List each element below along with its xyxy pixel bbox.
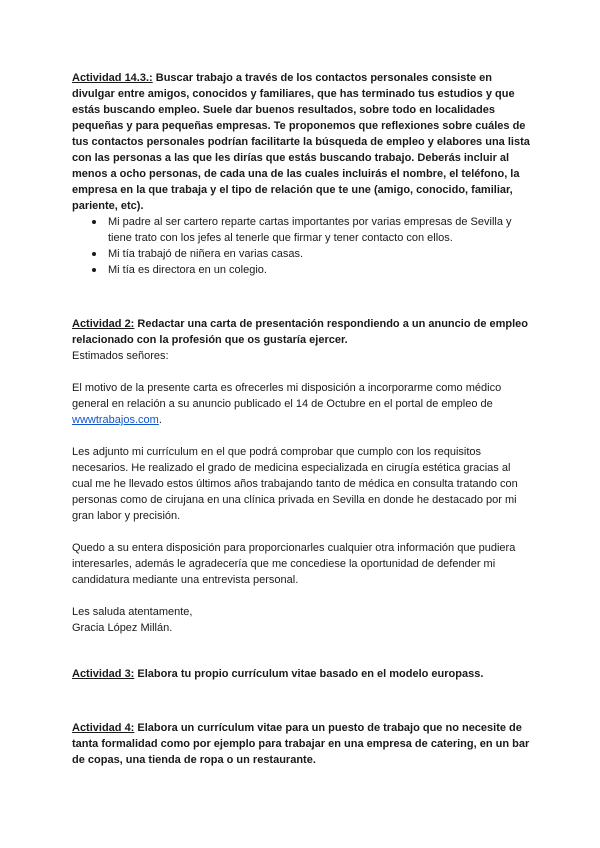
spacer [72,278,530,316]
activity-3-label: Actividad 3: [72,668,135,680]
activity-3-text: Elabora tu propio currículum vitae basado en el modelo europass. [134,668,484,680]
activity-14-3-paragraph [72,70,530,214]
bullet-icon [92,268,96,272]
list-item-text: Mi padre al ser cartero reparte cartas importantes por varias empresas de Sevilla y tiene trato con los jefes al tenerle que firmar y tener contacto con ellos. [108,216,512,244]
activity-14-3-text: Buscar trabajo a través de los contactos personales consiste en divulgar entre amigos, conocidos y familiares, que has terminado tus estudios y que estás buscando empleo. Suele dar buenos resultados, sobre todo en localidades pequeñas y para pequeñas empresas. Te proponemos que reflexiones sobre cuáles de tus contactos personales podrían facilitarte la búsqueda de empleo y elabores una lista con las personas a las que les dirías que estás buscando trabajo. Deberás incluir al menos a ocho personas, de cada una de las cuales incluirás el nombre, el teléfono, la empresa en la que trabaja y el tipo de relación que te une (amigo, conocido, familiar, pariente, etc). [72,72,530,212]
letter-closing: Les saluda atentamente, [72,606,193,618]
website-link[interactable]: wwwtrabajos.com [72,414,159,426]
letter-paragraph-1 [72,380,530,428]
spacer [72,524,530,540]
list-item [92,262,530,278]
letter-paragraph-1-end: . [158,414,162,426]
activity-4-paragraph [72,720,530,768]
activity-2-text: Redactar una carta de presentación respondiendo a un anuncio de empleo relacionado con la profesión que os gustaría ejercer. [72,318,529,346]
bullet-icon [92,220,96,224]
activity-4-text: Elabora un currículum vitae para un puesto de trabajo que no necesite de tanta formalidad como por ejemplo para trabajar en una empresa de catering, en un bar de copas, una tienda de ropa o un restaurante. [72,722,530,766]
letter-paragraph-3: Quedo a su entera disposición para proporcionarles cualquier otra información que pudiera interesarles, además le agradecería que me concediese la oportunidad de defender mi candidatura mediante una entrevista personal. [72,542,516,586]
letter-signature: Gracia López Millán. [72,622,173,634]
spacer [72,682,530,720]
activity-14-3-label: Actividad 14.3.: [72,72,153,84]
letter-paragraph-2: Les adjunto mi currículum en el que podrá comprobar que cumplo con los requisitos necesarios. He realizado el grado de medicina especializada en cirugía estética gracias al cual me he llevado estos últimos años trabajando tanto de médica en consulta tratando con personas como de cirujana en una clínica privada en Sevilla en donde he destacado por mi gran labor y precisión. [72,446,518,522]
spacer [72,364,530,380]
activity-2-paragraph [72,316,530,348]
spacer [72,588,530,604]
letter-paragraph-1-text: El motivo de la presente carta es ofrecerles mi disposición a incorporarme como médico general en relación a su anuncio publicado el 14 de Octubre en el portal de empleo de [72,382,502,410]
activity-4-label: Actividad 4: [72,722,135,734]
spacer [72,636,530,666]
activity-3-paragraph [72,666,530,682]
list-item-text: Mi tía es directora en un colegio. [108,264,267,276]
activity-2-label: Actividad 2: [72,318,135,330]
list-item-text: Mi tía trabajó de niñera en varias casas. [108,248,304,260]
list-item [92,214,530,246]
spacer [72,428,530,444]
letter-greeting: Estimados señores: [72,350,169,362]
document-content [72,70,530,768]
list-item [92,246,530,262]
bullet-icon [92,252,96,256]
contacts-list [72,214,530,278]
